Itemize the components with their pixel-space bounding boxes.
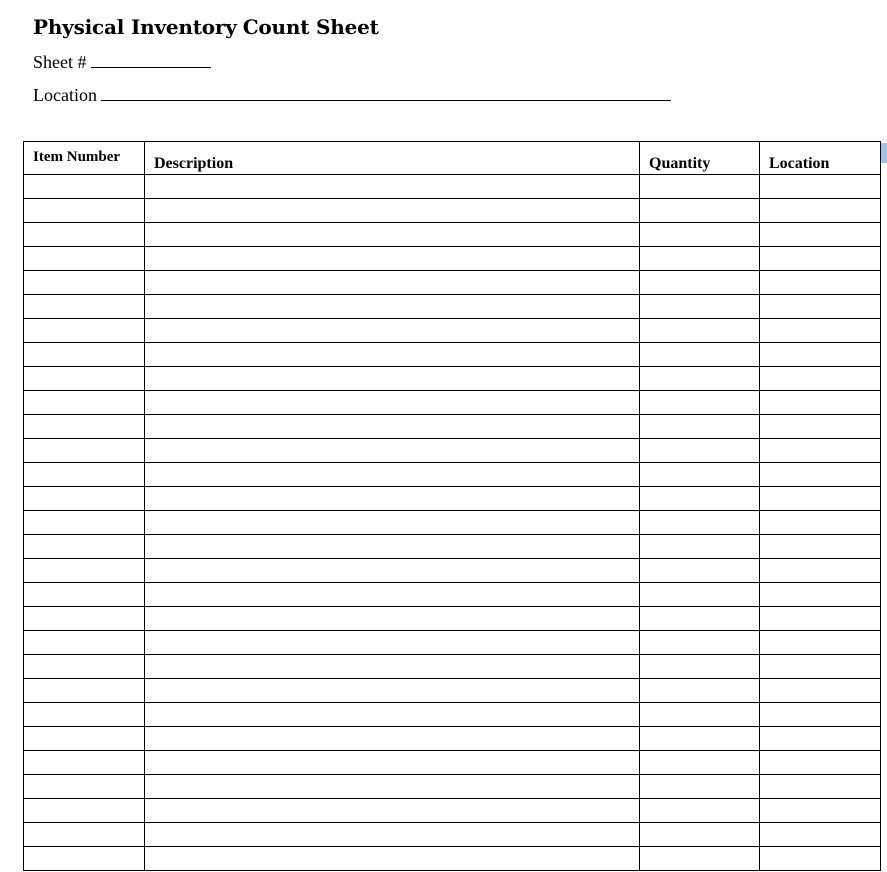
item-number-cell[interactable] [24,175,145,199]
table-row [24,463,881,487]
header-item-number: Item Number [24,142,145,175]
quantity-cell[interactable] [640,823,760,847]
table-row [24,799,881,823]
item-number-cell[interactable] [24,391,145,415]
quantity-cell[interactable] [640,727,760,751]
location-cell[interactable] [760,799,881,823]
quantity-cell[interactable] [640,247,760,271]
item-number-cell[interactable] [24,847,145,871]
selection-marker [881,143,887,163]
table-row [24,583,881,607]
quantity-cell[interactable] [640,319,760,343]
document-title-part1: Physical Inventory [33,15,237,39]
document-title-part2: Count Sheet [242,15,379,39]
sheet-number-label: Sheet # [33,52,87,72]
description-cell[interactable] [145,775,640,799]
quantity-cell[interactable] [640,703,760,727]
quantity-cell[interactable] [640,847,760,871]
table-row [24,367,881,391]
item-number-cell[interactable] [24,799,145,823]
description-cell[interactable] [145,487,640,511]
table-row [24,751,881,775]
table-row [24,295,881,319]
description-cell[interactable] [145,679,640,703]
item-number-cell[interactable] [24,823,145,847]
item-number-cell[interactable] [24,463,145,487]
table-row [24,535,881,559]
item-number-cell[interactable] [24,727,145,751]
table-row [24,247,881,271]
item-number-cell[interactable] [24,367,145,391]
location-cell[interactable] [760,655,881,679]
quantity-cell[interactable] [640,343,760,367]
item-number-cell[interactable] [24,247,145,271]
quantity-cell[interactable] [640,511,760,535]
location-cell[interactable] [760,487,881,511]
description-cell[interactable] [145,655,640,679]
sheet-number-field [33,52,211,73]
location-cell[interactable] [760,535,881,559]
quantity-cell[interactable] [640,559,760,583]
location-blank[interactable] [101,86,671,101]
location-cell[interactable] [760,367,881,391]
description-cell[interactable] [145,199,640,223]
location-cell[interactable] [760,391,881,415]
table-row [24,343,881,367]
item-number-cell[interactable] [24,751,145,775]
description-cell[interactable] [145,223,640,247]
description-cell[interactable] [145,607,640,631]
quantity-cell[interactable] [640,487,760,511]
description-cell[interactable] [145,703,640,727]
sheet-number-blank[interactable] [91,53,211,68]
quantity-cell[interactable] [640,271,760,295]
item-number-cell[interactable] [24,271,145,295]
location-cell[interactable] [760,415,881,439]
quantity-cell[interactable] [640,367,760,391]
description-cell[interactable] [145,415,640,439]
location-cell[interactable] [760,727,881,751]
quantity-cell[interactable] [640,295,760,319]
description-cell[interactable] [145,727,640,751]
item-number-cell[interactable] [24,511,145,535]
item-number-cell[interactable] [24,223,145,247]
item-number-cell[interactable] [24,439,145,463]
table-header-row [24,142,881,175]
quantity-cell[interactable] [640,583,760,607]
table-row [24,319,881,343]
table-row [24,439,881,463]
inventory-table [23,141,881,871]
item-number-cell[interactable] [24,295,145,319]
quantity-cell[interactable] [640,655,760,679]
table-row [24,823,881,847]
table-row [24,631,881,655]
table-row [24,847,881,871]
quantity-cell[interactable] [640,199,760,223]
description-cell[interactable] [145,823,640,847]
location-cell[interactable] [760,175,881,199]
location-cell[interactable] [760,823,881,847]
table-row [24,487,881,511]
table-row [24,607,881,631]
item-number-cell[interactable] [24,415,145,439]
description-cell[interactable] [145,847,640,871]
quantity-cell[interactable] [640,439,760,463]
quantity-cell[interactable] [640,175,760,199]
table-body [24,175,881,871]
item-number-cell[interactable] [24,199,145,223]
description-cell[interactable] [145,343,640,367]
quantity-cell[interactable] [640,751,760,775]
location-cell[interactable] [760,775,881,799]
header-description: Description [145,142,640,175]
table-row [24,223,881,247]
location-cell[interactable] [760,631,881,655]
location-cell[interactable] [760,559,881,583]
table-row [24,415,881,439]
table-row [24,727,881,751]
location-cell[interactable] [760,295,881,319]
description-cell[interactable] [145,463,640,487]
table-row [24,271,881,295]
location-cell[interactable] [760,439,881,463]
location-cell[interactable] [760,511,881,535]
description-cell[interactable] [145,631,640,655]
location-cell[interactable] [760,751,881,775]
quantity-cell[interactable] [640,775,760,799]
table-row [24,175,881,199]
description-cell[interactable] [145,535,640,559]
description-cell[interactable] [145,175,640,199]
description-cell[interactable] [145,511,640,535]
item-number-cell[interactable] [24,703,145,727]
quantity-cell[interactable] [640,535,760,559]
item-number-cell[interactable] [24,775,145,799]
item-number-cell[interactable] [24,487,145,511]
quantity-cell[interactable] [640,391,760,415]
quantity-cell[interactable] [640,607,760,631]
description-cell[interactable] [145,319,640,343]
description-cell[interactable] [145,367,640,391]
item-number-cell[interactable] [24,631,145,655]
table-row [24,703,881,727]
quantity-cell[interactable] [640,223,760,247]
description-cell[interactable] [145,583,640,607]
item-number-cell[interactable] [24,343,145,367]
header-location: Location [760,142,881,175]
document-title [33,15,379,39]
location-cell[interactable] [760,271,881,295]
location-cell[interactable] [760,463,881,487]
item-number-cell[interactable] [24,319,145,343]
description-cell[interactable] [145,295,640,319]
table-row [24,775,881,799]
item-number-cell[interactable] [24,679,145,703]
table-row [24,391,881,415]
quantity-cell[interactable] [640,415,760,439]
location-cell[interactable] [760,583,881,607]
description-cell[interactable] [145,247,640,271]
quantity-cell[interactable] [640,631,760,655]
table-row [24,511,881,535]
item-number-cell[interactable] [24,607,145,631]
location-cell[interactable] [760,607,881,631]
location-cell[interactable] [760,343,881,367]
location-cell[interactable] [760,319,881,343]
location-label: Location [33,85,97,105]
location-cell[interactable] [760,847,881,871]
location-cell[interactable] [760,703,881,727]
table-row [24,199,881,223]
location-field [33,85,671,106]
header-quantity: Quantity [640,142,760,175]
quantity-cell[interactable] [640,463,760,487]
table-row [24,679,881,703]
item-number-cell[interactable] [24,655,145,679]
quantity-cell[interactable] [640,679,760,703]
description-cell[interactable] [145,751,640,775]
description-cell[interactable] [145,391,640,415]
item-number-cell[interactable] [24,559,145,583]
item-number-cell[interactable] [24,535,145,559]
location-cell[interactable] [760,679,881,703]
table-row [24,559,881,583]
description-cell[interactable] [145,439,640,463]
table-row [24,655,881,679]
location-cell[interactable] [760,223,881,247]
item-number-cell[interactable] [24,583,145,607]
description-cell[interactable] [145,271,640,295]
description-cell[interactable] [145,799,640,823]
quantity-cell[interactable] [640,799,760,823]
description-cell[interactable] [145,559,640,583]
location-cell[interactable] [760,247,881,271]
location-cell[interactable] [760,199,881,223]
